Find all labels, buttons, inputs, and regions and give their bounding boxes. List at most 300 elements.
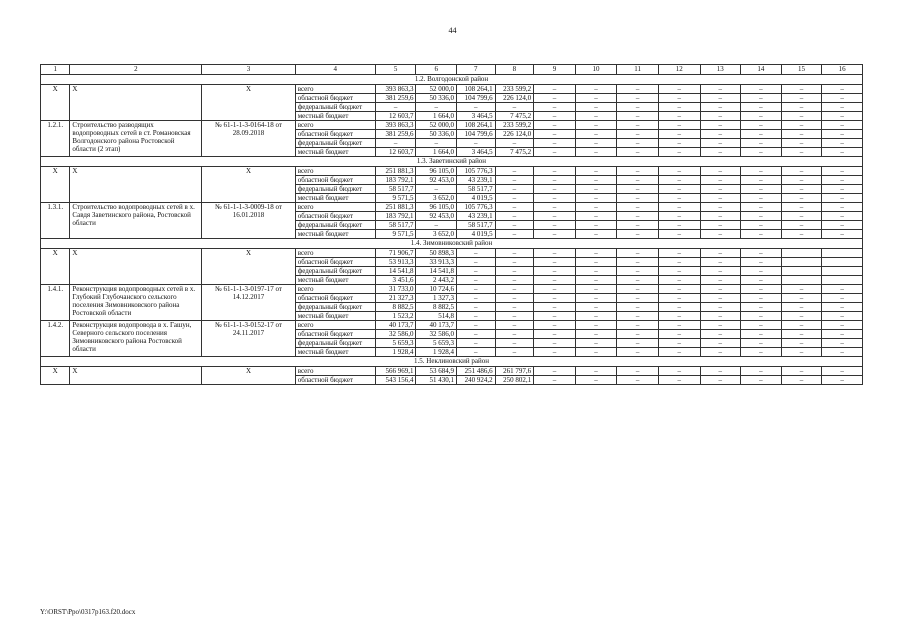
empty-year-cell: – <box>658 276 700 285</box>
expertise-conclusion: № 61-1-1-3-0164-18 от 28.09.2018 <box>202 121 295 157</box>
empty-year-cell: – <box>781 294 822 303</box>
amount-cell: 3 464,5 <box>457 148 496 157</box>
amount-cell: 43 239,1 <box>457 176 496 185</box>
amount-cell: 226 124,0 <box>495 94 534 103</box>
empty-year-cell: – <box>700 303 741 312</box>
funding-source: местный бюджет <box>295 194 375 203</box>
empty-year-cell: – <box>741 376 782 385</box>
empty-year-cell: – <box>534 376 576 385</box>
empty-year-cell: – <box>781 285 822 294</box>
empty-year-cell: – <box>617 303 659 312</box>
amount-cell: 104 799,6 <box>457 94 496 103</box>
empty-year-cell: – <box>658 267 700 276</box>
funding-source: местный бюджет <box>295 276 375 285</box>
empty-year-cell: – <box>741 267 782 276</box>
empty-year-cell: – <box>741 367 782 376</box>
funding-source: местный бюджет <box>295 112 375 121</box>
amount-cell: 9 571,5 <box>375 230 416 239</box>
amount-cell: 543 156,4 <box>375 376 416 385</box>
empty-year-cell: – <box>822 185 863 194</box>
empty-year-cell: – <box>781 348 822 357</box>
empty-year-cell: – <box>741 103 782 112</box>
amount-cell: 50 336,0 <box>416 130 457 139</box>
empty-year-cell: – <box>658 330 700 339</box>
empty-year-cell: – <box>575 285 617 294</box>
empty-year-cell: – <box>617 230 659 239</box>
empty-year-cell: – <box>617 112 659 121</box>
amount-cell: 1 327,3 <box>416 294 457 303</box>
empty-year-cell: – <box>781 85 822 94</box>
empty-year-cell: – <box>575 348 617 357</box>
empty-year-cell <box>822 258 863 267</box>
empty-year-cell: – <box>822 203 863 212</box>
empty-year-cell: – <box>822 230 863 239</box>
empty-year-cell: – <box>700 267 741 276</box>
amount-cell: 52 000,0 <box>416 121 457 130</box>
table-row <box>41 121 863 130</box>
amount-cell: 4 019,5 <box>457 194 496 203</box>
empty-year-cell: – <box>534 121 576 130</box>
amount-cell: 8 882,5 <box>375 303 416 312</box>
funding-source: областной бюджет <box>295 330 375 339</box>
column-number-cell: 14 <box>741 65 782 75</box>
empty-year-cell: – <box>822 167 863 176</box>
empty-year-cell: – <box>700 258 741 267</box>
empty-year-cell: – <box>700 285 741 294</box>
column-number-cell: 8 <box>495 65 534 75</box>
amount-cell: 43 239,1 <box>457 212 496 221</box>
empty-year-cell: – <box>741 339 782 348</box>
amount-cell: 40 173,7 <box>416 321 457 330</box>
empty-year-cell: – <box>575 276 617 285</box>
empty-year-cell: – <box>658 348 700 357</box>
empty-year-cell: – <box>658 312 700 321</box>
empty-year-cell: – <box>658 85 700 94</box>
amount-cell: – <box>495 185 534 194</box>
funding-source: всего <box>295 249 375 258</box>
empty-year-cell: – <box>822 321 863 330</box>
empty-year-cell <box>781 267 822 276</box>
empty-year-cell: – <box>575 258 617 267</box>
amount-cell: 40 173,7 <box>375 321 416 330</box>
empty-year-cell: – <box>700 148 741 157</box>
empty-year-cell: – <box>658 212 700 221</box>
amount-cell: 3 464,5 <box>457 112 496 121</box>
empty-year-cell: – <box>822 85 863 94</box>
object-name: Строительство разводящих водопроводных сетей в ст. Романовская Волгодонского района Ростовской области (2 этап) <box>70 121 202 157</box>
empty-year-cell <box>781 276 822 285</box>
empty-year-cell: – <box>617 185 659 194</box>
amount-cell: 183 792,1 <box>375 176 416 185</box>
amount-cell: 12 603,7 <box>375 148 416 157</box>
empty-year-cell: – <box>822 139 863 148</box>
empty-year-cell: – <box>534 312 576 321</box>
empty-year-cell: – <box>617 249 659 258</box>
amount-cell: 53 684,9 <box>416 367 457 376</box>
empty-year-cell: – <box>575 94 617 103</box>
amount-cell: 31 733,0 <box>375 285 416 294</box>
empty-year-cell: – <box>741 258 782 267</box>
empty-year-cell: – <box>617 139 659 148</box>
empty-year-cell: – <box>617 294 659 303</box>
amount-cell: 32 586,0 <box>375 330 416 339</box>
expertise-conclusion: Х <box>202 85 295 121</box>
empty-year-cell: – <box>658 249 700 258</box>
funding-source: всего <box>295 85 375 94</box>
amount-cell: 10 724,6 <box>416 285 457 294</box>
amount-cell: 71 906,7 <box>375 249 416 258</box>
empty-year-cell: – <box>822 376 863 385</box>
empty-year-cell: – <box>658 167 700 176</box>
empty-year-cell: – <box>700 330 741 339</box>
empty-year-cell: – <box>617 376 659 385</box>
empty-year-cell: – <box>822 348 863 357</box>
amount-cell: 50 898,3 <box>416 249 457 258</box>
object-name: Реконструкция водопроводных сетей в х. Глубокий Глубочанского сельского поселения Зимовниковского района Ростовской области <box>70 285 202 321</box>
amount-cell: – <box>495 312 534 321</box>
column-number-cell: 6 <box>416 65 457 75</box>
empty-year-cell: – <box>700 276 741 285</box>
empty-year-cell: – <box>575 203 617 212</box>
funding-source: всего <box>295 121 375 130</box>
empty-year-cell: – <box>658 303 700 312</box>
amount-cell: 3 652,0 <box>416 230 457 239</box>
amount-cell: 108 264,1 <box>457 121 496 130</box>
amount-cell: 52 000,0 <box>416 85 457 94</box>
budget-table <box>40 64 863 385</box>
amount-cell: – <box>495 221 534 230</box>
amount-cell: 251 881,3 <box>375 203 416 212</box>
empty-year-cell: – <box>741 85 782 94</box>
empty-year-cell: – <box>781 339 822 348</box>
empty-year-cell: – <box>534 303 576 312</box>
empty-year-cell: – <box>575 339 617 348</box>
empty-year-cell: – <box>781 112 822 121</box>
empty-year-cell: – <box>741 294 782 303</box>
column-number-cell: 1 <box>41 65 70 75</box>
amount-cell: 1 664,0 <box>416 148 457 157</box>
column-number-cell: 7 <box>457 65 496 75</box>
empty-year-cell: – <box>741 312 782 321</box>
table-row <box>41 167 863 176</box>
empty-year-cell: – <box>534 294 576 303</box>
funding-source: всего <box>295 367 375 376</box>
empty-year-cell: – <box>700 176 741 185</box>
empty-year-cell: – <box>781 221 822 230</box>
empty-year-cell: – <box>534 112 576 121</box>
empty-year-cell: – <box>822 285 863 294</box>
amount-cell: 233 599,2 <box>495 85 534 94</box>
item-number: 1.4.1. <box>41 285 70 321</box>
empty-year-cell: – <box>781 167 822 176</box>
column-number-cell: 3 <box>202 65 295 75</box>
amount-cell: 58 517,7 <box>457 221 496 230</box>
amount-cell: 3 451,6 <box>375 276 416 285</box>
empty-year-cell: – <box>781 321 822 330</box>
item-number: 1.3.1. <box>41 203 70 239</box>
empty-year-cell: – <box>575 230 617 239</box>
empty-year-cell: – <box>741 221 782 230</box>
empty-year-cell: – <box>534 103 576 112</box>
empty-year-cell: – <box>741 203 782 212</box>
empty-year-cell: – <box>781 303 822 312</box>
amount-cell: 381 259,6 <box>375 130 416 139</box>
empty-year-cell: – <box>700 221 741 230</box>
funding-source: областной бюджет <box>295 376 375 385</box>
empty-year-cell: – <box>617 194 659 203</box>
amount-cell: 32 586,0 <box>416 330 457 339</box>
empty-year-cell: – <box>617 203 659 212</box>
empty-year-cell: – <box>700 94 741 103</box>
empty-year-cell: – <box>575 212 617 221</box>
empty-year-cell: – <box>575 303 617 312</box>
expertise-conclusion: Х <box>202 167 295 203</box>
amount-cell: 12 603,7 <box>375 112 416 121</box>
empty-year-cell: – <box>617 330 659 339</box>
amount-cell: – <box>495 212 534 221</box>
empty-year-cell: – <box>741 230 782 239</box>
amount-cell: – <box>457 103 496 112</box>
empty-year-cell: – <box>741 276 782 285</box>
empty-year-cell: – <box>534 85 576 94</box>
amount-cell: 2 443,2 <box>416 276 457 285</box>
empty-year-cell: – <box>781 367 822 376</box>
empty-year-cell: – <box>617 167 659 176</box>
section-row <box>41 239 863 249</box>
empty-year-cell: – <box>534 267 576 276</box>
empty-year-cell: – <box>658 221 700 230</box>
empty-year-cell: – <box>575 148 617 157</box>
item-number: 1.2.1. <box>41 121 70 157</box>
amount-cell: – <box>457 285 496 294</box>
amount-cell: – <box>416 185 457 194</box>
empty-year-cell: – <box>822 294 863 303</box>
funding-source: федеральный бюджет <box>295 103 375 112</box>
empty-year-cell: – <box>741 130 782 139</box>
amount-cell: – <box>457 276 496 285</box>
empty-year-cell: – <box>617 339 659 348</box>
amount-cell: 105 776,3 <box>457 203 496 212</box>
empty-year-cell: – <box>658 121 700 130</box>
funding-source: областной бюджет <box>295 176 375 185</box>
empty-year-cell: – <box>534 194 576 203</box>
amount-cell: 261 797,6 <box>495 367 534 376</box>
amount-cell: 50 336,0 <box>416 94 457 103</box>
amount-cell: – <box>457 330 496 339</box>
empty-year-cell: – <box>781 94 822 103</box>
item-number: Х <box>41 85 70 121</box>
amount-cell: – <box>495 167 534 176</box>
empty-year-cell: – <box>822 330 863 339</box>
empty-year-cell: – <box>575 321 617 330</box>
empty-year-cell: – <box>575 103 617 112</box>
empty-year-cell: – <box>781 176 822 185</box>
funding-source: местный бюджет <box>295 148 375 157</box>
empty-year-cell: – <box>658 376 700 385</box>
empty-year-cell: – <box>617 267 659 276</box>
column-number-row <box>41 65 863 75</box>
empty-year-cell: – <box>822 339 863 348</box>
empty-year-cell: – <box>781 103 822 112</box>
amount-cell: – <box>457 312 496 321</box>
amount-cell: – <box>416 139 457 148</box>
section-title: 1.3. Заветинский район <box>41 157 863 167</box>
empty-year-cell: – <box>575 294 617 303</box>
empty-year-cell: – <box>741 121 782 130</box>
empty-year-cell: – <box>700 130 741 139</box>
amount-cell: – <box>457 339 496 348</box>
empty-year-cell: – <box>617 312 659 321</box>
object-name: Х <box>70 367 202 385</box>
amount-cell: – <box>495 330 534 339</box>
empty-year-cell: – <box>822 194 863 203</box>
amount-cell: 96 105,0 <box>416 203 457 212</box>
empty-year-cell: – <box>575 194 617 203</box>
empty-year-cell: – <box>534 94 576 103</box>
empty-year-cell: – <box>534 221 576 230</box>
amount-cell: – <box>457 321 496 330</box>
amount-cell: – <box>495 285 534 294</box>
empty-year-cell: – <box>700 339 741 348</box>
column-number-cell: 4 <box>295 65 375 75</box>
table-row <box>41 249 863 258</box>
amount-cell: – <box>495 176 534 185</box>
amount-cell: 58 517,7 <box>457 185 496 194</box>
empty-year-cell: – <box>617 285 659 294</box>
empty-year-cell: – <box>700 367 741 376</box>
amount-cell: 4 019,5 <box>457 230 496 239</box>
empty-year-cell: – <box>741 94 782 103</box>
empty-year-cell: – <box>700 312 741 321</box>
amount-cell: – <box>495 249 534 258</box>
expertise-conclusion: Х <box>202 367 295 385</box>
empty-year-cell: – <box>822 94 863 103</box>
empty-year-cell: – <box>700 212 741 221</box>
empty-year-cell: – <box>534 321 576 330</box>
table-row <box>41 85 863 94</box>
empty-year-cell: – <box>575 139 617 148</box>
amount-cell: 251 486,6 <box>457 367 496 376</box>
empty-year-cell: – <box>575 185 617 194</box>
empty-year-cell: – <box>700 321 741 330</box>
empty-year-cell: – <box>575 130 617 139</box>
empty-year-cell: – <box>534 230 576 239</box>
empty-year-cell: – <box>658 294 700 303</box>
amount-cell: 92 453,0 <box>416 212 457 221</box>
amount-cell: – <box>495 276 534 285</box>
empty-year-cell: – <box>575 221 617 230</box>
empty-year-cell: – <box>700 376 741 385</box>
funding-source: федеральный бюджет <box>295 139 375 148</box>
amount-cell: – <box>495 230 534 239</box>
column-number-cell: 5 <box>375 65 416 75</box>
empty-year-cell <box>822 267 863 276</box>
empty-year-cell: – <box>822 112 863 121</box>
empty-year-cell: – <box>700 230 741 239</box>
empty-year-cell: – <box>741 194 782 203</box>
empty-year-cell: – <box>534 330 576 339</box>
empty-year-cell: – <box>700 85 741 94</box>
amount-cell: – <box>495 339 534 348</box>
amount-cell: 96 105,0 <box>416 167 457 176</box>
empty-year-cell: – <box>781 130 822 139</box>
empty-year-cell: – <box>781 212 822 221</box>
empty-year-cell <box>781 258 822 267</box>
empty-year-cell: – <box>700 203 741 212</box>
amount-cell: 514,8 <box>416 312 457 321</box>
empty-year-cell: – <box>822 221 863 230</box>
empty-year-cell: – <box>741 321 782 330</box>
item-number: Х <box>41 167 70 203</box>
amount-cell: 104 799,6 <box>457 130 496 139</box>
funding-source: областной бюджет <box>295 212 375 221</box>
funding-source: местный бюджет <box>295 312 375 321</box>
amount-cell: – <box>495 294 534 303</box>
empty-year-cell: – <box>781 148 822 157</box>
section-title: 1.4. Зимовниковский район <box>41 239 863 249</box>
empty-year-cell: – <box>700 167 741 176</box>
empty-year-cell: – <box>741 112 782 121</box>
column-number-cell: 10 <box>575 65 617 75</box>
funding-source: областной бюджет <box>295 94 375 103</box>
empty-year-cell: – <box>575 121 617 130</box>
amount-cell: 105 776,3 <box>457 167 496 176</box>
empty-year-cell: – <box>658 94 700 103</box>
expertise-conclusion: Х <box>202 249 295 285</box>
amount-cell: 51 430,1 <box>416 376 457 385</box>
empty-year-cell: – <box>617 130 659 139</box>
empty-year-cell: – <box>700 185 741 194</box>
amount-cell: – <box>457 139 496 148</box>
empty-year-cell: – <box>658 230 700 239</box>
amount-cell: – <box>457 294 496 303</box>
empty-year-cell: – <box>617 94 659 103</box>
item-number: Х <box>41 249 70 285</box>
empty-year-cell: – <box>781 376 822 385</box>
empty-year-cell: – <box>617 221 659 230</box>
column-number-cell: 12 <box>658 65 700 75</box>
table-row <box>41 285 863 294</box>
column-number-cell: 2 <box>70 65 202 75</box>
empty-year-cell: – <box>534 276 576 285</box>
empty-year-cell: – <box>822 303 863 312</box>
empty-year-cell: – <box>617 348 659 357</box>
table-row <box>41 367 863 376</box>
empty-year-cell: – <box>575 249 617 258</box>
amount-cell: 7 475,2 <box>495 148 534 157</box>
amount-cell: 108 264,1 <box>457 85 496 94</box>
empty-year-cell: – <box>741 212 782 221</box>
amount-cell: 7 475,2 <box>495 112 534 121</box>
object-name: Строительство водопроводных сетей в х. Савдя Заветинского района, Ростовской области <box>70 203 202 239</box>
funding-source: федеральный бюджет <box>295 303 375 312</box>
empty-year-cell: – <box>534 367 576 376</box>
funding-source: всего <box>295 167 375 176</box>
empty-year-cell: – <box>658 139 700 148</box>
empty-year-cell: – <box>658 339 700 348</box>
empty-year-cell: – <box>534 176 576 185</box>
empty-year-cell: – <box>617 321 659 330</box>
file-path-footer: Y:\ORST\Ppo\0317p163.f20.docx <box>40 608 136 616</box>
empty-year-cell: – <box>741 167 782 176</box>
amount-cell: 566 969,1 <box>375 367 416 376</box>
funding-source: федеральный бюджет <box>295 267 375 276</box>
empty-year-cell: – <box>781 121 822 130</box>
empty-year-cell: – <box>534 203 576 212</box>
empty-year-cell: – <box>822 312 863 321</box>
empty-year-cell: – <box>617 212 659 221</box>
item-number: 1.4.2. <box>41 321 70 357</box>
